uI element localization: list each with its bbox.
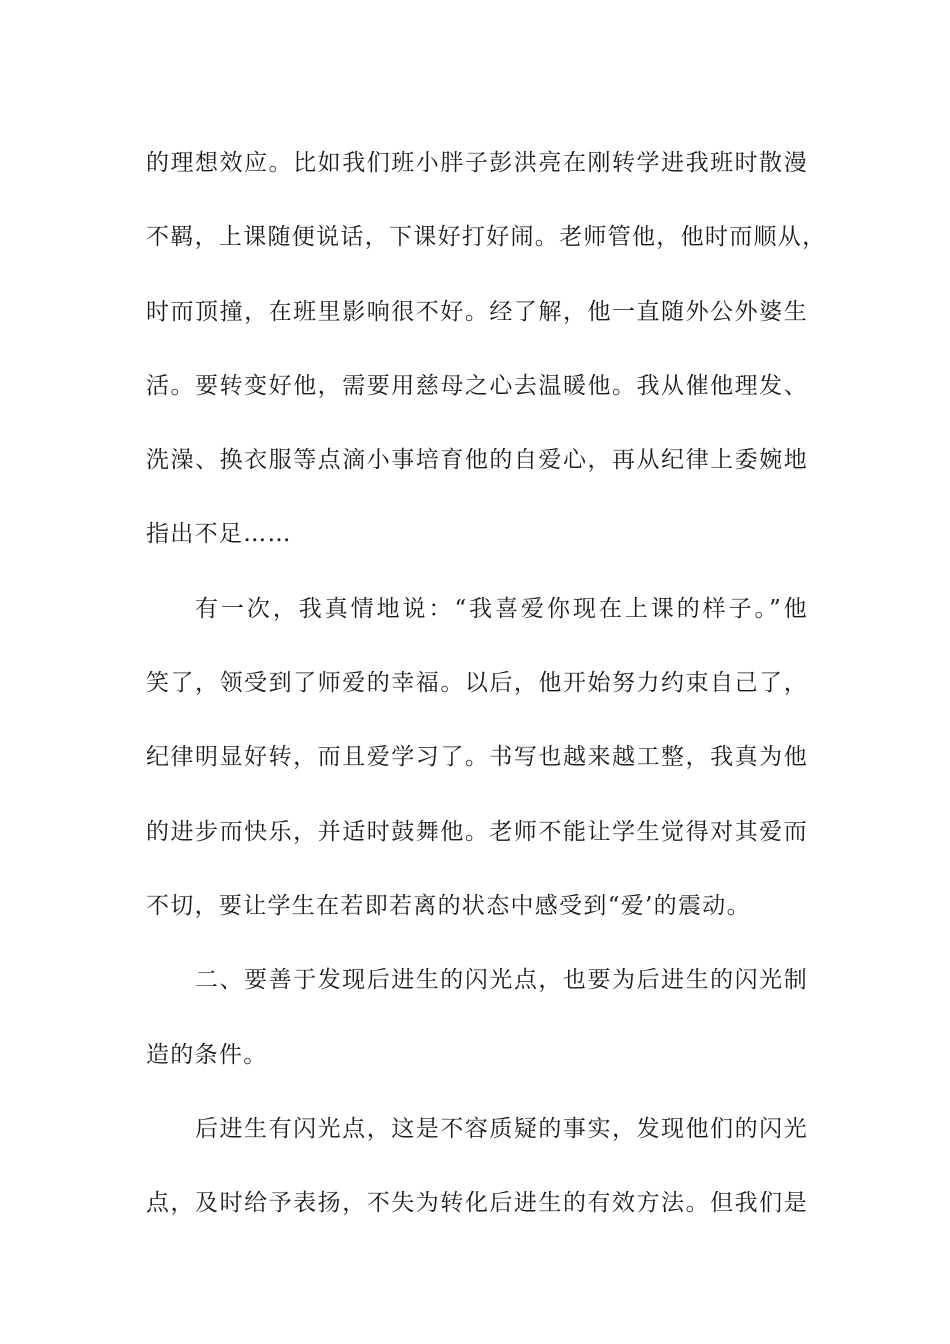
text-line: 活。要转变好他，需要用慈母之心去温暖他。我从催他理发、: [146, 372, 808, 399]
paragraph-4: [146, 1092, 808, 1241]
text-line: 时而顶撞，在班里影响很不好。经了解，他一直随外公外婆生: [146, 298, 808, 325]
text-line: 的理想效应。比如我们班小胖子彭洪亮在刚转学进我班时散漫: [146, 150, 808, 176]
text-line: 有一次，我真情地说：“我喜爱你现在上课的样子。”他: [195, 595, 808, 622]
text-line: 洗澡、换衣服等点滴小事培育他的自爱心，再从纪律上委婉地: [146, 447, 808, 474]
text-line: 造的条件。: [146, 1041, 268, 1068]
text-line: 二、要善于发现后进生的闪光点，也要为后进生的闪光制: [195, 967, 808, 994]
text-line: 点，及时给予表扬，不失为转化后进生的有效方法。但我们是: [146, 1190, 808, 1217]
body-text: [146, 126, 827, 1240]
text-line: 不羁，上课随便说话，下课好打好闹。老师管他，他时而顺从，: [146, 224, 827, 251]
paragraph-1: [146, 126, 827, 572]
text-line: 笑了，领受到了师爱的幸福。以后，他开始努力约束自己了，: [146, 670, 808, 697]
paragraph-3: [146, 943, 808, 1092]
text-line: 不切，要让学生在若即若离的状态中感受到“爱’的震动。: [146, 892, 751, 919]
text-line: 的进步而快乐，并适时鼓舞他。老师不能让学生觉得对其爱而: [146, 818, 808, 845]
paragraph-2: [146, 572, 808, 943]
text-line: 指出不足……: [146, 521, 292, 548]
text-line: 后进生有闪光点，这是不容质疑的事实，发现他们的闪光: [195, 1115, 808, 1142]
text-line: 纪律明显好转，而且爱学习了。书写也越来越工整，我真为他: [146, 744, 808, 771]
